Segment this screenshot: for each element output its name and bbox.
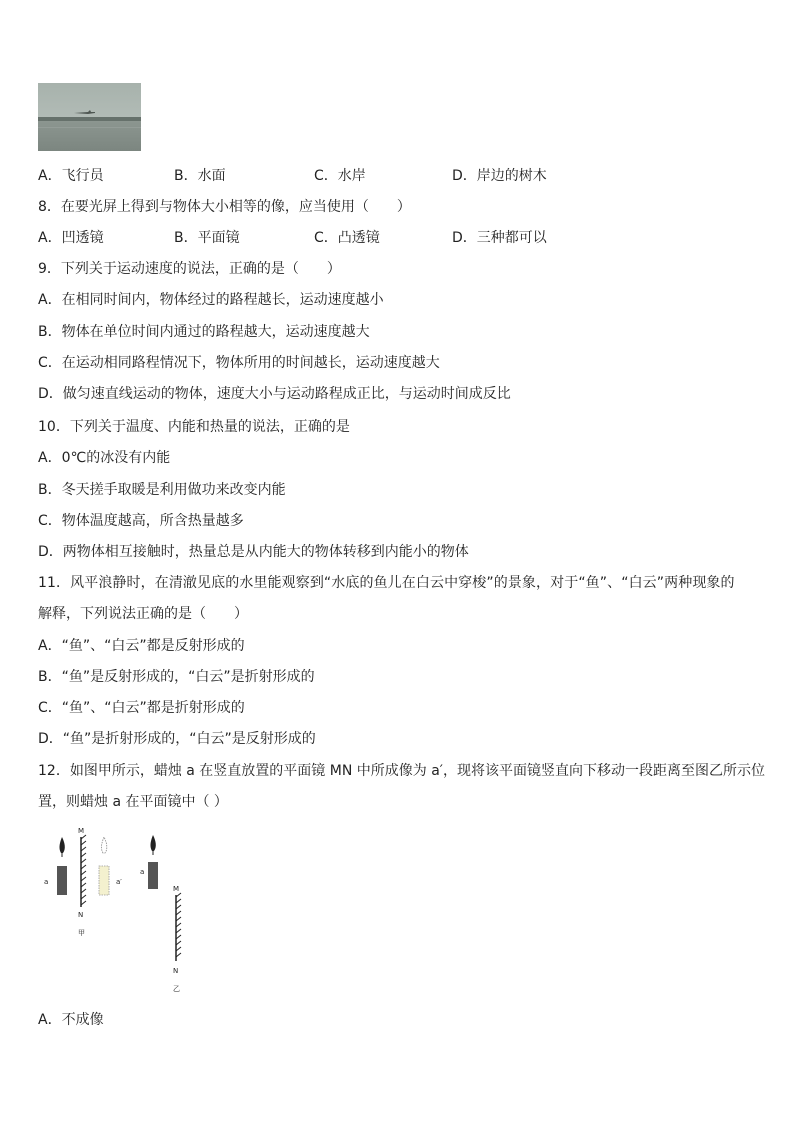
label-yi: 乙 (173, 985, 180, 993)
q7-option-b: B．水面 (174, 168, 226, 184)
q7-option-c: C．水岸 (314, 168, 366, 184)
label-jia: 甲 (78, 929, 85, 937)
q11-option-a: A．“鱼”、“白云”都是反射形成的 (38, 638, 245, 654)
mirror-jia (81, 835, 86, 907)
airplane-over-water-photo (38, 83, 141, 151)
label-n-yi: N (173, 967, 179, 975)
candle-mirror-figure (38, 825, 198, 1000)
q8-option-a: A．凹透镜 (38, 230, 104, 246)
mirror-yi (176, 893, 181, 961)
q11-stem-line1: 11．风平浪静时，在清澈见底的水里能观察到“水底的鱼儿在白云中穿梭”的景象，对于“鱼”、“白云”两种现象的 (38, 575, 735, 591)
q12-stem-line1: 12．如图甲所示，蜡烛 a 在竖直放置的平面镜 MN 中所成像为 a′，现将该平面镜竖直向下移动一段距离至图乙所示位 (38, 763, 765, 779)
q8-stem: 8．在要光屏上得到与物体大小相等的像，应当使用（ ） (38, 199, 411, 215)
label-m-yi: M (173, 885, 180, 893)
q12-stem-line2: 置，则蜡烛 a 在平面镜中（ ） (38, 794, 228, 810)
label-m-jia: M (78, 827, 85, 835)
q11-stem-line2: 解释，下列说法正确的是（ ） (38, 606, 248, 622)
q11-option-d: D．“鱼”是折射形成的，“白云”是反射形成的 (38, 731, 316, 747)
q9-option-b: B．物体在单位时间内通过的路程越大，运动速度越大 (38, 324, 370, 340)
q10-option-d: D．两物体相互接触时，热量总是从内能大的物体转移到内能小的物体 (38, 544, 469, 560)
q9-stem: 9．下列关于运动速度的说法，正确的是（ ） (38, 261, 341, 277)
q7-option-d: D．岸边的树木 (452, 168, 547, 184)
candle-a-yi (148, 835, 158, 889)
q10-option-a: A．0℃的冰没有内能 (38, 450, 171, 466)
q10-option-b: B．冬天搓手取暖是利用做功来改变内能 (38, 482, 286, 498)
label-n-jia: N (78, 911, 84, 919)
q9-option-a: A．在相同时间内，物体经过的路程越长，运动速度越小 (38, 292, 384, 308)
q11-option-b: B．“鱼”是反射形成的，“白云”是折射形成的 (38, 669, 315, 685)
q8-option-b: B．平面镜 (174, 230, 240, 246)
q10-option-c: C．物体温度越高，所含热量越多 (38, 513, 244, 529)
q11-option-c: C．“鱼”、“白云”都是折射形成的 (38, 700, 245, 716)
label-a-prime: a′ (116, 878, 122, 886)
label-a-yi: a (140, 868, 145, 876)
q8-option-c: C．凸透镜 (314, 230, 380, 246)
q7-option-a: A．飞行员 (38, 168, 104, 184)
q10-stem: 10．下列关于温度、内能和热量的说法，正确的是 (38, 419, 350, 435)
label-a-jia: a (44, 878, 49, 886)
q8-option-d: D．三种都可以 (452, 230, 547, 246)
candle-image-a-prime (99, 837, 109, 895)
candle-a-jia (57, 837, 67, 895)
q9-option-c: C．在运动相同路程情况下，物体所用的时间越长，运动速度越大 (38, 355, 440, 371)
q12-option-a: A．不成像 (38, 1012, 104, 1028)
q9-option-d: D．做匀速直线运动的物体，速度大小与运动路程成正比，与运动时间成反比 (38, 386, 511, 402)
